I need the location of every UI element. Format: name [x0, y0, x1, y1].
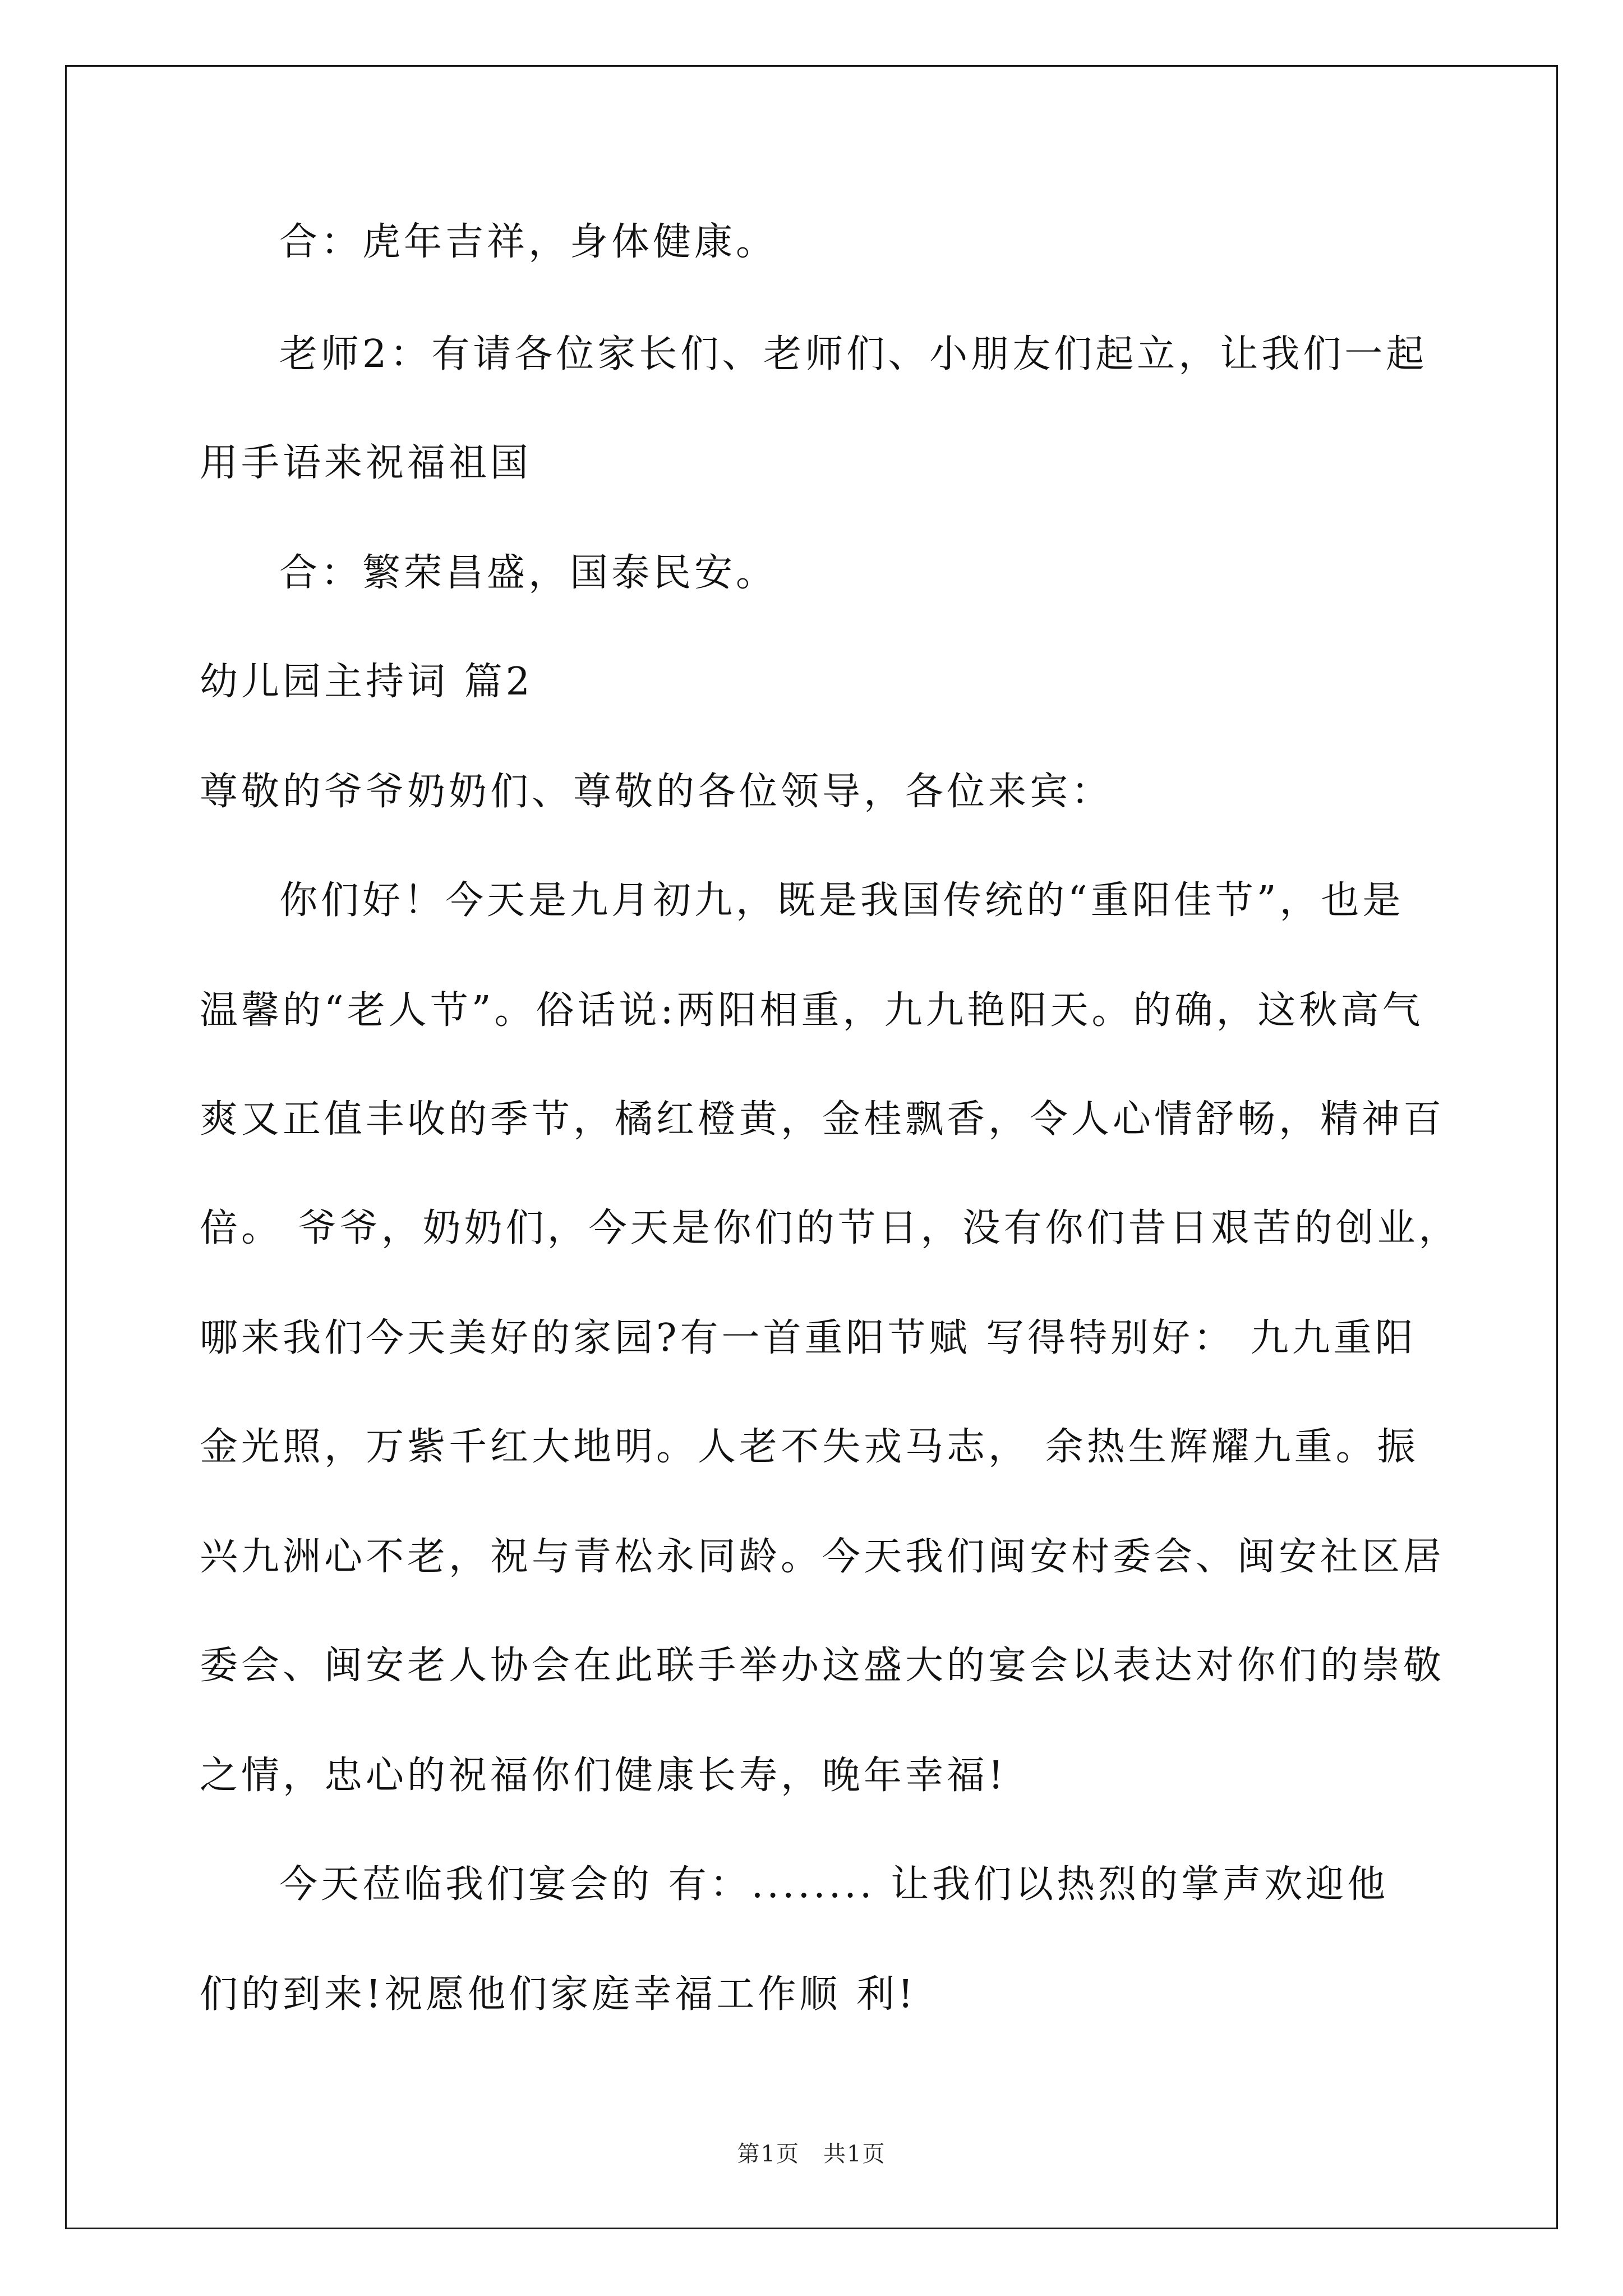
section-heading: 幼儿园主持词 篇2	[200, 660, 533, 704]
paragraph-line: 温馨的“老人节”。俗话说:两阳相重，九九艳阳天。的确，这秋高气	[200, 988, 1424, 1033]
paragraph-line: 你们好！今天是九月初九，既是我国传统的“重阳佳节”，也是	[279, 878, 1404, 923]
paragraph-line: 爽又正值丰收的季节，橘红橙黄，金桂飘香，令人心情舒畅，精神百	[200, 1097, 1445, 1142]
paragraph-line: 委会、闽安老人协会在此联手举办这盛大的宴会以表达对你们的崇敬	[200, 1644, 1445, 1688]
paragraph-line: 兴九洲心不老，祝与青松永同龄。今天我们闽安村委会、闽安社区居	[200, 1535, 1445, 1579]
salutation-line: 尊敬的爷爷奶奶们、尊敬的各位领导，各位来宾：	[200, 770, 1113, 814]
page-number-footer: 第1页 共1页	[737, 2141, 886, 2167]
paragraph-line: 倍。 爷爷，奶奶们，今天是你们的节日，没有你们昔日艰苦的创业，	[200, 1206, 1460, 1250]
paragraph-line: 用手语来祝福祖国	[200, 441, 532, 485]
paragraph-line: 之情，忠心的祝福你们健康长寿，晚年幸福!	[200, 1754, 1007, 1798]
paragraph-line: 们的到来!祝愿他们家庭幸福工作顺 利!	[200, 1972, 917, 2017]
paragraph-line: 哪来我们今天美好的家园?有一首重阳节赋 写得特别好： 九九重阳	[200, 1316, 1417, 1360]
paragraph-line: 合：繁荣昌盛，国泰民安。	[279, 551, 778, 595]
paragraph-line: 今天莅临我们宴会的 有：........ 让我们以热烈的掌声欢迎他	[279, 1862, 1389, 1907]
paragraph-line: 合：虎年吉祥，身体健康。	[279, 220, 778, 264]
paragraph-line: 金光照，万紫千红大地明。人老不失戎马志， 余热生辉耀九重。振	[200, 1425, 1419, 1469]
paragraph-line: 老师2：有请各位家长们、老师们、小朋友们起立，让我们一起	[279, 332, 1428, 376]
